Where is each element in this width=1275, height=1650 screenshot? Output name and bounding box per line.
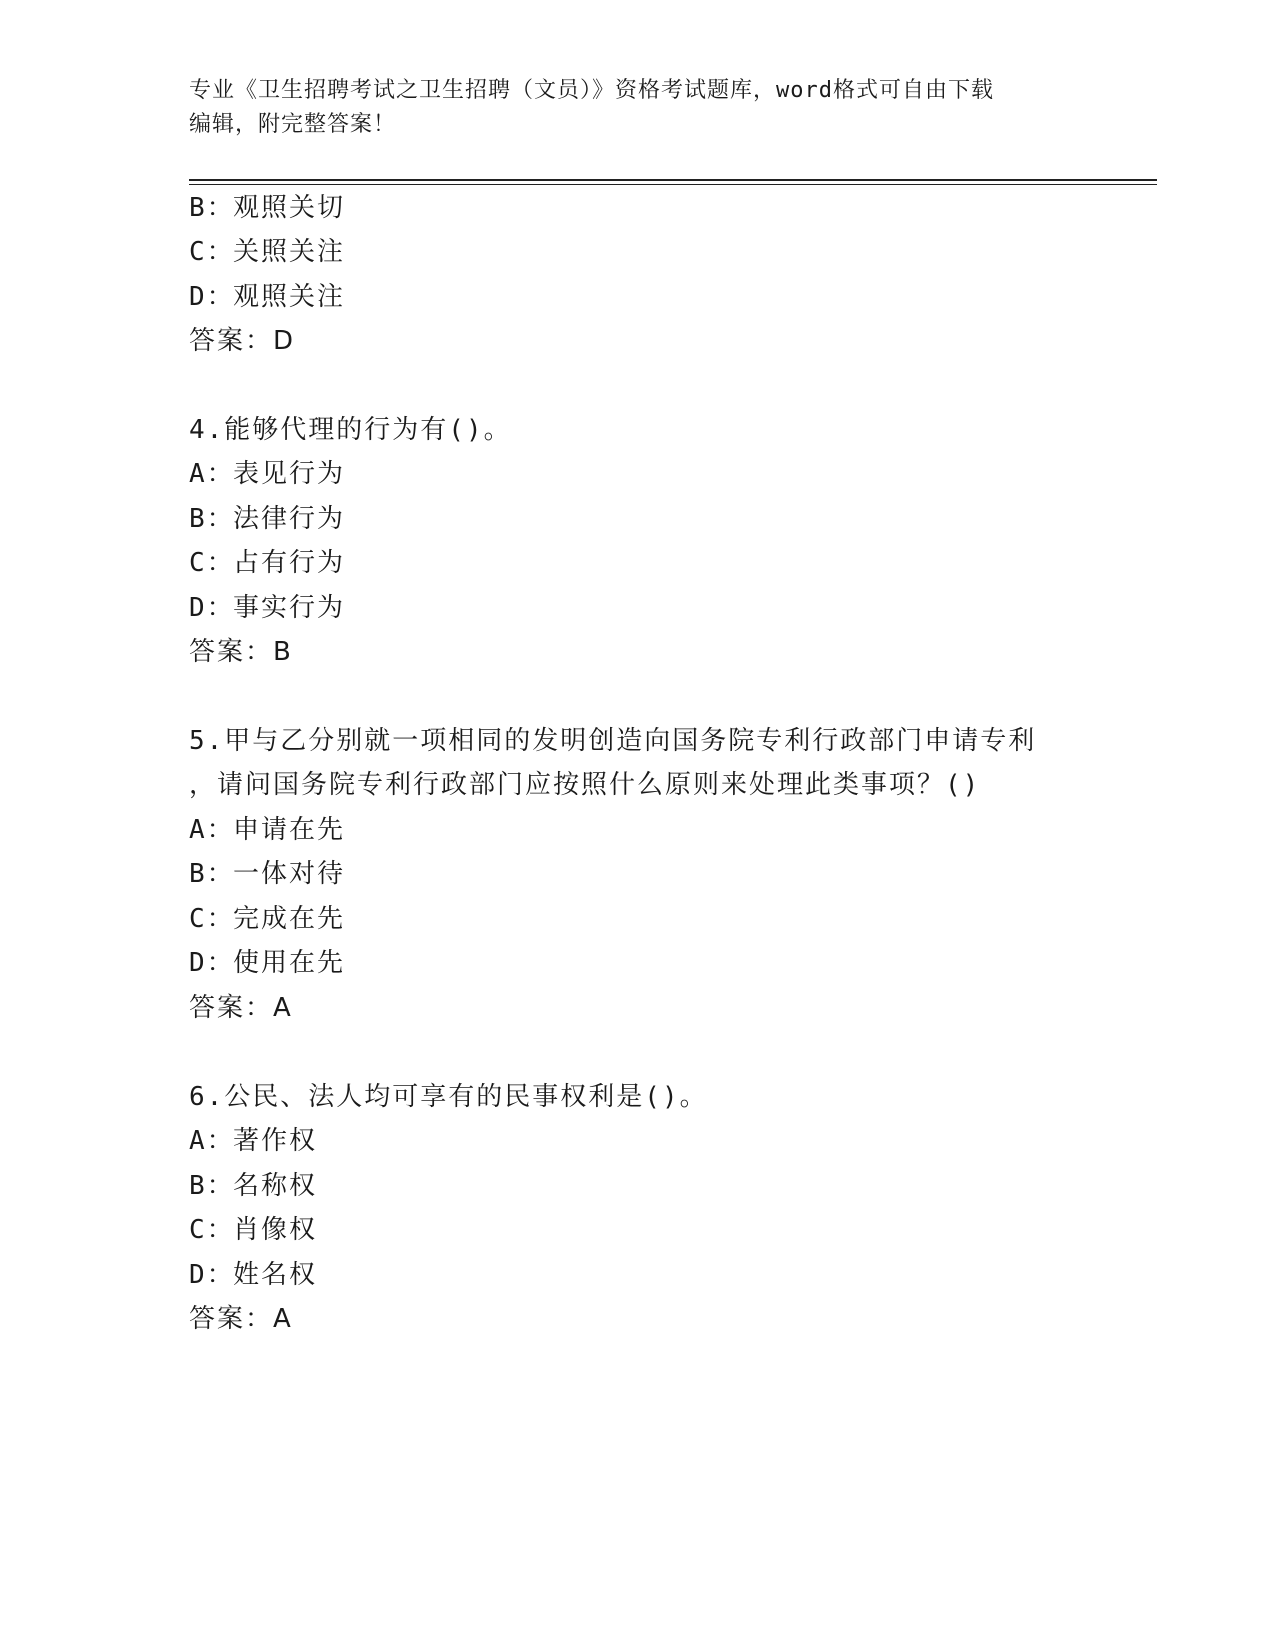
q6-option-b [189, 1169, 317, 1203]
q5-answer: 答案：A [189, 993, 293, 1023]
option-text: 观照关注 [233, 282, 346, 312]
option-key: D： [189, 948, 235, 978]
q5-option-d [189, 946, 345, 980]
option-text: 事实行为 [233, 593, 346, 623]
q3-answer: 答案：D [189, 326, 296, 356]
q4-option-d [189, 591, 345, 625]
q5-option-c [189, 902, 345, 936]
option-key: B： [189, 193, 235, 223]
q3-option-d [189, 280, 345, 314]
option-text: 占有行为 [233, 548, 346, 578]
option-key: C： [189, 237, 235, 267]
q4-option-c [189, 546, 345, 580]
option-key: D： [189, 282, 235, 312]
option-key: C： [189, 1215, 235, 1245]
q5-stem-line-2: ，请问国务院专利行政部门应按照什么原则来处理此类事项？() [189, 770, 981, 800]
option-text: 申请在先 [233, 815, 346, 845]
option-text: 一体对待 [233, 859, 346, 889]
q6-answer: 答案：A [189, 1304, 293, 1334]
option-text: 完成在先 [233, 904, 346, 934]
option-key: C： [189, 548, 235, 578]
q5-option-b [189, 857, 345, 891]
q3-option-c [189, 235, 345, 269]
q3-option-b [189, 191, 345, 225]
option-text: 观照关切 [233, 193, 346, 223]
document-header [189, 74, 1089, 142]
option-key: B： [189, 1171, 235, 1201]
option-key: B： [189, 859, 235, 889]
option-text: 关照关注 [233, 237, 346, 267]
q5-option-a [189, 813, 345, 847]
q6-stem: 6.公民、法人均可享有的民事权利是()。 [189, 1082, 708, 1112]
q4-option-a [189, 457, 345, 491]
q6-option-d [189, 1258, 317, 1292]
q4-answer: 答案：B [189, 637, 293, 667]
header-line-1: 专业《卫生招聘考试之卫生招聘（文员）》资格考试题库，word格式可自由下载 [189, 78, 994, 103]
header-line-2: 编辑，附完整答案！ [189, 112, 397, 137]
option-key: B： [189, 504, 235, 534]
option-text: 肖像权 [233, 1215, 318, 1245]
header-divider-bottom [189, 184, 1157, 185]
option-key: A： [189, 1126, 235, 1156]
option-text: 法律行为 [233, 504, 346, 534]
option-text: 使用在先 [233, 948, 346, 978]
option-key: C： [189, 904, 235, 934]
option-text: 名称权 [233, 1171, 318, 1201]
q6-option-a [189, 1124, 317, 1158]
option-key: D： [189, 1260, 235, 1290]
option-key: D： [189, 593, 235, 623]
option-key: A： [189, 815, 235, 845]
option-text: 姓名权 [233, 1260, 318, 1290]
header-divider-top [189, 179, 1157, 181]
q5-stem-line-1: 5.甲与乙分别就一项相同的发明创造向国务院专利行政部门申请专利 [189, 726, 1037, 756]
q4-option-b [189, 502, 345, 536]
option-key: A： [189, 459, 235, 489]
q4-stem: 4.能够代理的行为有()。 [189, 415, 512, 445]
option-text: 表见行为 [233, 459, 346, 489]
q6-option-c [189, 1213, 317, 1247]
option-text: 著作权 [233, 1126, 318, 1156]
